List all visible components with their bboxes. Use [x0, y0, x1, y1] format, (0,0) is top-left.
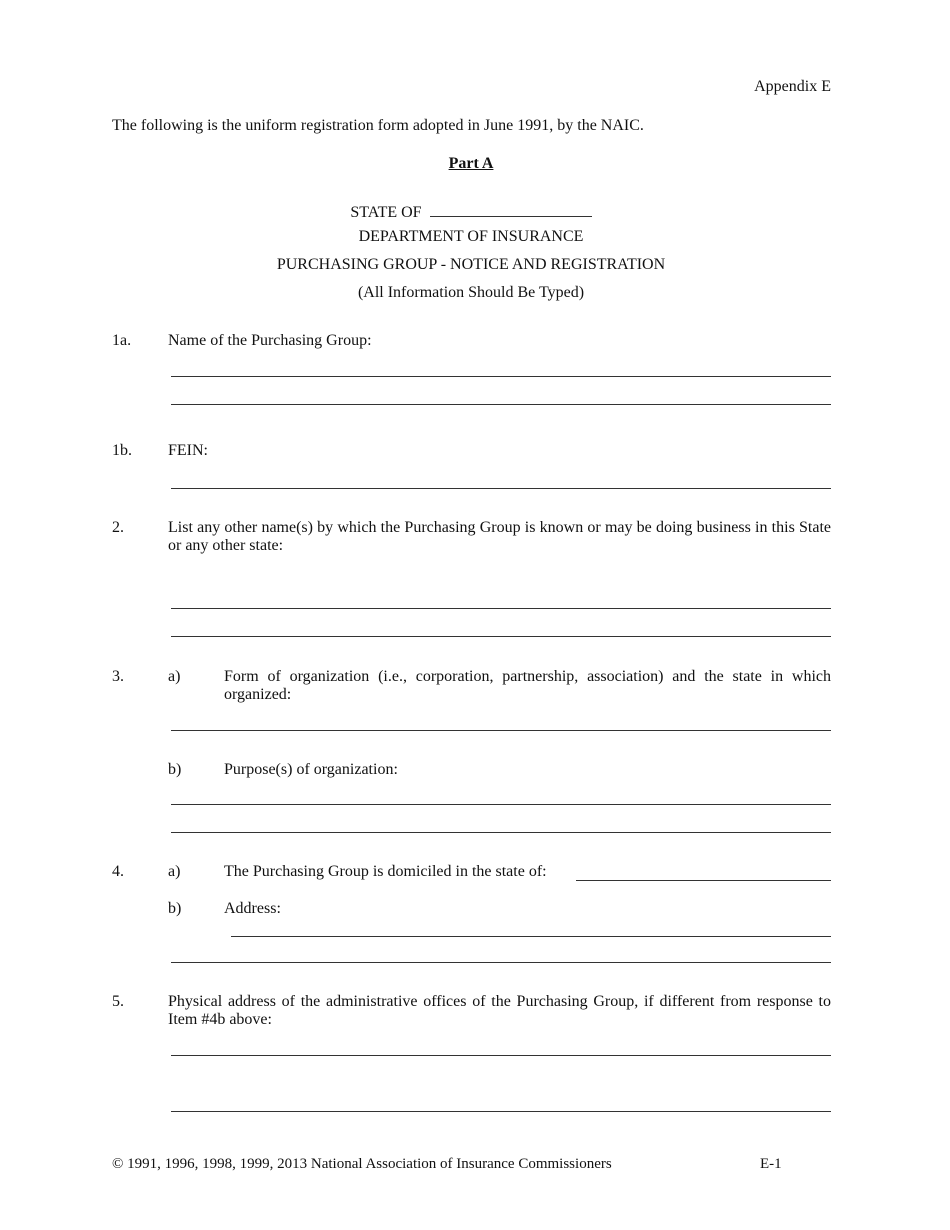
- item-4-number: 4.: [112, 863, 124, 880]
- item-3b-label: b): [168, 761, 182, 778]
- state-of-field[interactable]: [430, 200, 592, 217]
- state-of-line: [0, 200, 942, 222]
- footer-page-number: E-1: [760, 1156, 782, 1172]
- item-5-answer-line-2[interactable]: [171, 1111, 831, 1112]
- appendix-label: Appendix E: [754, 78, 831, 95]
- item-4a-label: a): [168, 863, 181, 880]
- item-4b-answer-line-1[interactable]: [231, 936, 831, 937]
- item-3b-answer-line-2[interactable]: [171, 832, 831, 833]
- item-4a-state-field[interactable]: [576, 880, 831, 881]
- item-2-label: List any other name(s) by which the Purchasing Group is known or may be doing business in this State or any other state:: [168, 519, 831, 554]
- item-1a-number: 1a.: [112, 332, 132, 349]
- item-3a-answer-line[interactable]: [171, 730, 831, 731]
- item-4b-text: Address:: [224, 900, 281, 917]
- item-3-number: 3.: [112, 668, 124, 685]
- item-2-answer-line-2[interactable]: [171, 636, 831, 637]
- item-3a-label: a): [168, 668, 181, 685]
- item-3a-text: Form of organization (i.e., corporation, partnership, association) and the state in which organized:: [224, 668, 831, 703]
- footer-copyright: © 1991, 1996, 1998, 1999, 2013 National Association of Insurance Commissioners: [112, 1156, 612, 1172]
- item-2-number: 2.: [112, 519, 124, 536]
- item-5-label: Physical address of the administrative offices of the Purchasing Group, if different from response to Item #4b above:: [168, 993, 831, 1028]
- department-heading: DEPARTMENT OF INSURANCE: [358, 228, 584, 245]
- form-title: PURCHASING GROUP - NOTICE AND REGISTRATION: [276, 256, 666, 273]
- item-1b-answer-line[interactable]: [171, 488, 831, 489]
- item-1a-answer-line-1[interactable]: [171, 376, 831, 377]
- item-2-answer-line-1[interactable]: [171, 608, 831, 609]
- item-4a-text: The Purchasing Group is domiciled in the state of:: [224, 863, 547, 880]
- item-3b-text: Purpose(s) of organization:: [224, 761, 398, 778]
- form-instruction: (All Information Should Be Typed): [357, 284, 585, 301]
- part-title: Part A: [448, 155, 494, 172]
- item-5-number: 5.: [112, 993, 124, 1010]
- intro-text: The following is the uniform registration form adopted in June 1991, by the NAIC.: [112, 117, 644, 134]
- item-1a-answer-line-2[interactable]: [171, 404, 831, 405]
- item-1b-number: 1b.: [112, 442, 132, 459]
- state-of-label: STATE OF: [350, 204, 422, 221]
- item-1b-label: FEIN:: [168, 442, 208, 459]
- item-1a-label: Name of the Purchasing Group:: [168, 332, 372, 349]
- item-4b-answer-line-2[interactable]: [171, 962, 831, 963]
- item-4b-label: b): [168, 900, 182, 917]
- item-3b-answer-line-1[interactable]: [171, 804, 831, 805]
- item-5-answer-line-1[interactable]: [171, 1055, 831, 1056]
